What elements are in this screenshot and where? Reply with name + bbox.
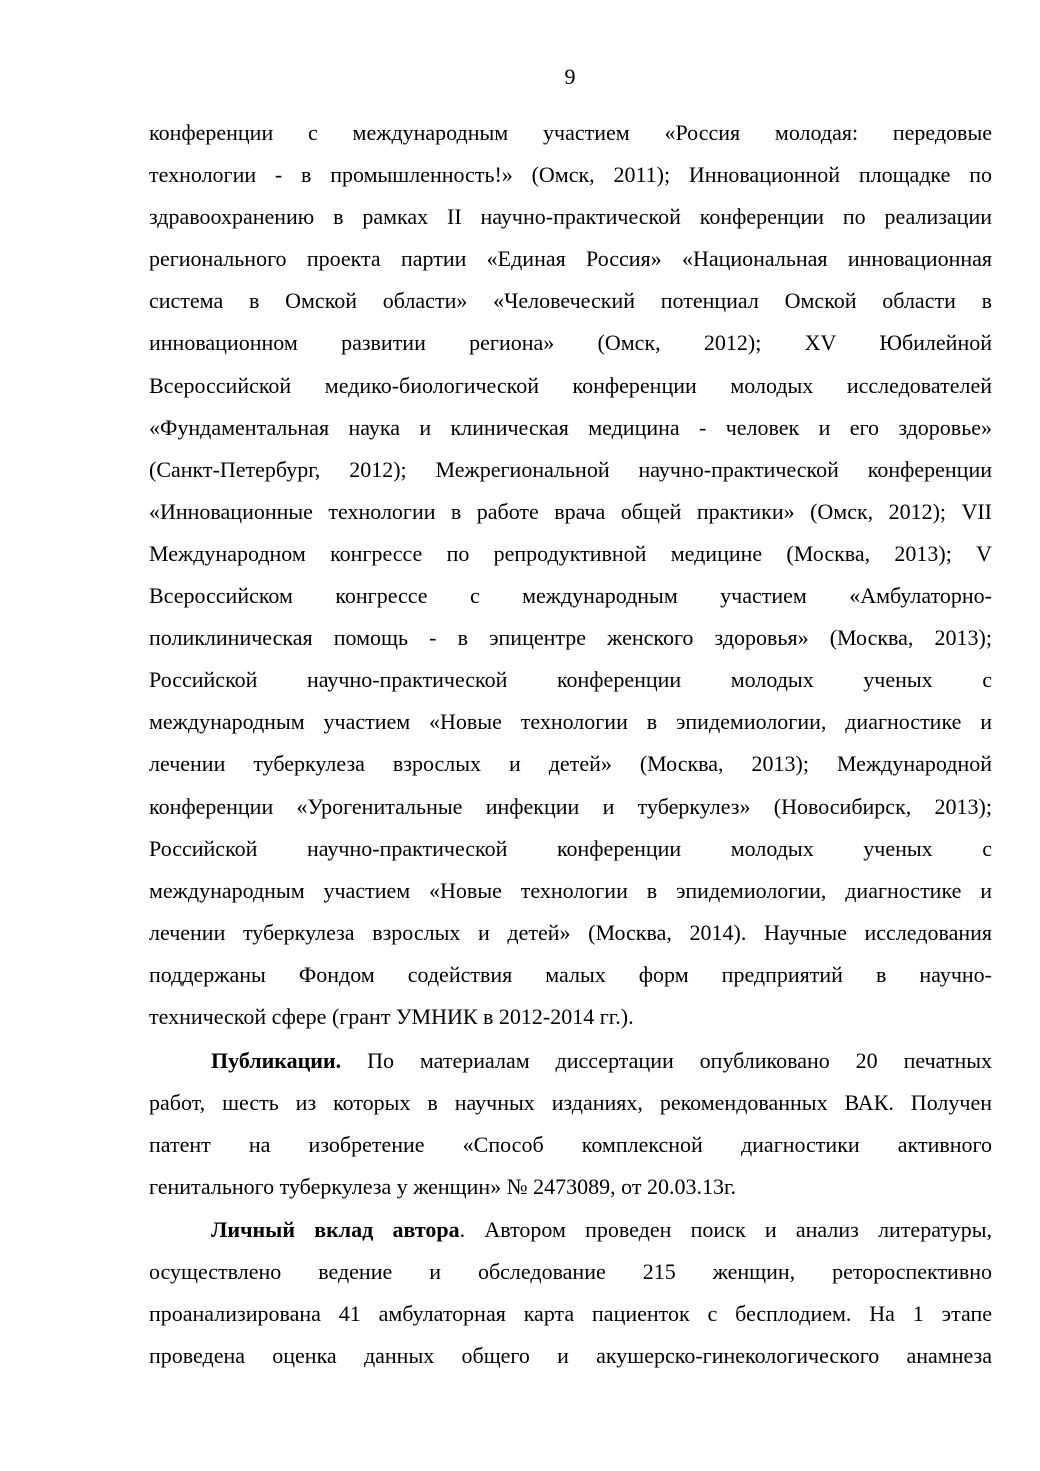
text-line: осуществлено ведение и обследование 215 женщин, ретороспективно — [149, 1259, 992, 1285]
text-line: патент на изобретение «Способ комплексной диагностики активного — [149, 1132, 992, 1158]
text-line: проведена оценка данных общего и акушерско-гинекологического анамнеза — [149, 1343, 992, 1369]
heading-line-rest: По материалам диссертации опубликовано 20 печатных — [341, 1048, 992, 1073]
text-line: технологии - в промышленность!» (Омск, 2011); Инновационной площадке по — [149, 162, 992, 188]
text-line: проанализирована 41 амбулаторная карта пациенток с бесплодием. На 1 этапе — [149, 1301, 992, 1327]
text-line: конференции с международным участием «Россия молодая: передовые — [149, 120, 992, 145]
paragraph-personal-contribution — [149, 1209, 992, 1377]
section-heading-publications: Публикации. — [211, 1048, 342, 1073]
text-line — [149, 1040, 992, 1082]
text-line: технической сфере (грант УМНИК в 2012-2014 гг.). — [149, 1003, 634, 1029]
text-line: международным участием «Новые технологии в эпидемиологии, диагностике и — [149, 709, 992, 735]
paragraph-conferences — [149, 112, 992, 1038]
text-line: Международном конгрессе по репродуктивной медицине (Москва, 2013); V — [149, 540, 992, 566]
text-line: Российской научно-практической конференции молодых ученых с — [149, 667, 992, 693]
text-line: здравоохранению в рамках II научно-практической конференции по реализации — [149, 204, 992, 230]
text-line: (Санкт-Петербург, 2012); Межрегиональной научно-практической конференции — [149, 456, 992, 482]
text-line: Российской научно-практической конференции молодых ученых с — [149, 835, 992, 861]
text-line: поддержаны Фондом содействия малых форм предприятий в научно- — [149, 961, 992, 987]
text-line: «Фундаментальная наука и клиническая медицина - человек и его здоровье» — [149, 414, 992, 440]
text-line — [149, 1209, 992, 1251]
paragraph-publications — [149, 1040, 992, 1208]
heading-line-rest: . Автором проведен поиск и анализ литературы, — [459, 1217, 992, 1242]
text-line: международным участием «Новые технологии в эпидемиологии, диагностике и — [149, 877, 992, 903]
text-line: поликлиническая помощь - в эпицентре женского здоровья» (Москва, 2013); — [149, 625, 992, 651]
page-number: 9 — [564, 64, 576, 89]
text-line: «Инновационные технологии в работе врача общей практики» (Омск, 2012); VII — [149, 498, 992, 524]
text-line: конференции «Урогенитальные инфекции и туберкулез» (Новосибирск, 2013); — [149, 793, 992, 819]
text-line: генитального туберкулеза у женщин» № 2473089, от 20.03.13г. — [149, 1174, 737, 1200]
text-line: регионального проекта партии «Единая Россия» «Национальная инновационная — [149, 246, 992, 272]
text-line: лечении туберкулеза взрослых и детей» (Москва, 2014). Научные исследования — [149, 919, 992, 945]
text-line: Всероссийском конгрессе с международным участием «Амбулаторно- — [149, 583, 992, 609]
text-line: Всероссийской медико-биологической конференции молодых исследователей — [149, 372, 992, 398]
text-line: система в Омской области» «Человеческий потенциал Омской области в — [149, 288, 992, 314]
section-heading-personal-contribution: Личный вклад автора — [211, 1217, 460, 1242]
text-line: лечении туберкулеза взрослых и детей» (Москва, 2013); Международной — [149, 751, 992, 777]
text-line: работ, шесть из которых в научных изданиях, рекомендованных ВАК. Получен — [149, 1090, 992, 1116]
text-line: инновационном развитии региона» (Омск, 2012); XV Юбилейной — [149, 330, 992, 356]
